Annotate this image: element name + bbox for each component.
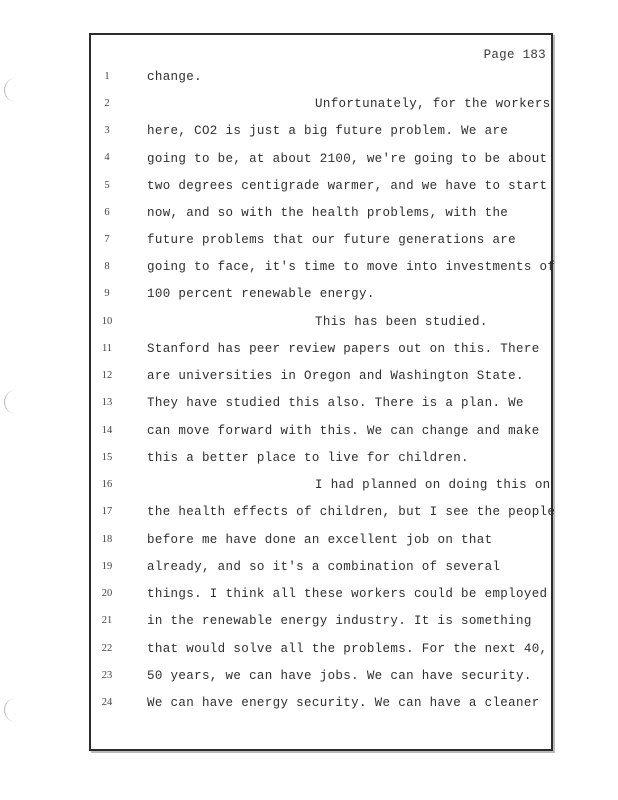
transcript-line: going to be, at about 2100, we're going to be about — [147, 152, 548, 166]
transcript-line: in the renewable energy industry. It is something — [147, 614, 532, 628]
transcript-line: things. I think all these workers could be employed — [147, 587, 548, 601]
line-number: 1 — [104, 71, 110, 82]
transcript-line: are universities in Oregon and Washington State. — [147, 369, 524, 383]
line-number: 15 — [101, 452, 113, 463]
binder-hole-mark — [4, 698, 17, 722]
transcript-line: change. — [147, 70, 202, 84]
transcript-line: now, and so with the health problems, with the — [147, 206, 509, 220]
transcript-line: We can have energy security. We can have a cleaner — [147, 696, 540, 710]
transcript-line: the health effects of children, but I see the people — [147, 505, 556, 519]
line-number: 8 — [104, 261, 110, 272]
transcript-line: two degrees centigrade warmer, and we have to start — [147, 179, 548, 193]
transcript-line: I had planned on doing this on — [315, 478, 551, 492]
line-number: 11 — [101, 343, 113, 354]
line-number: 14 — [101, 425, 113, 436]
transcript-line: 100 percent renewable energy. — [147, 287, 375, 301]
line-number: 7 — [104, 234, 110, 245]
line-number: 4 — [104, 152, 110, 163]
transcript-line: going to face, it's time to move into investments of — [147, 260, 556, 274]
transcript-line: that would solve all the problems. For the next 40, — [147, 642, 548, 656]
transcript-line: already, and so it's a combination of several — [147, 560, 501, 574]
line-number: 10 — [101, 316, 113, 327]
line-number: 22 — [101, 643, 113, 654]
line-number: 23 — [101, 670, 113, 681]
page-number: Page 183 — [483, 48, 546, 62]
transcript-line: this a better place to live for children. — [147, 451, 469, 465]
transcript-line: here, CO2 is just a big future problem. We are — [147, 124, 509, 138]
line-number: 5 — [104, 180, 110, 191]
line-number: 18 — [101, 534, 113, 545]
line-number: 16 — [101, 479, 113, 490]
line-number: 9 — [104, 288, 110, 299]
transcript-line: Unfortunately, for the workers — [315, 97, 551, 111]
line-number: 13 — [101, 397, 113, 408]
line-number: 24 — [101, 697, 113, 708]
transcript-line: future problems that our future generations are — [147, 233, 517, 247]
transcript-line: 50 years, we can have jobs. We can have security. — [147, 669, 532, 683]
transcript-line: They have studied this also. There is a plan. We — [147, 396, 524, 410]
line-number: 21 — [101, 615, 113, 626]
transcript-line: Stanford has peer review papers out on this. There — [147, 342, 540, 356]
line-number: 20 — [101, 588, 113, 599]
line-number: 17 — [101, 506, 113, 517]
transcript-line: can move forward with this. We can change and make — [147, 424, 540, 438]
line-number: 6 — [104, 207, 110, 218]
binder-hole-mark — [4, 78, 17, 102]
transcript-line: before me have done an excellent job on that — [147, 533, 493, 547]
line-number: 3 — [104, 125, 110, 136]
transcript-line: This has been studied. — [315, 315, 488, 329]
line-number: 19 — [101, 561, 113, 572]
line-number: 12 — [101, 370, 113, 381]
line-number: 2 — [104, 98, 110, 109]
binder-hole-mark — [4, 390, 17, 414]
